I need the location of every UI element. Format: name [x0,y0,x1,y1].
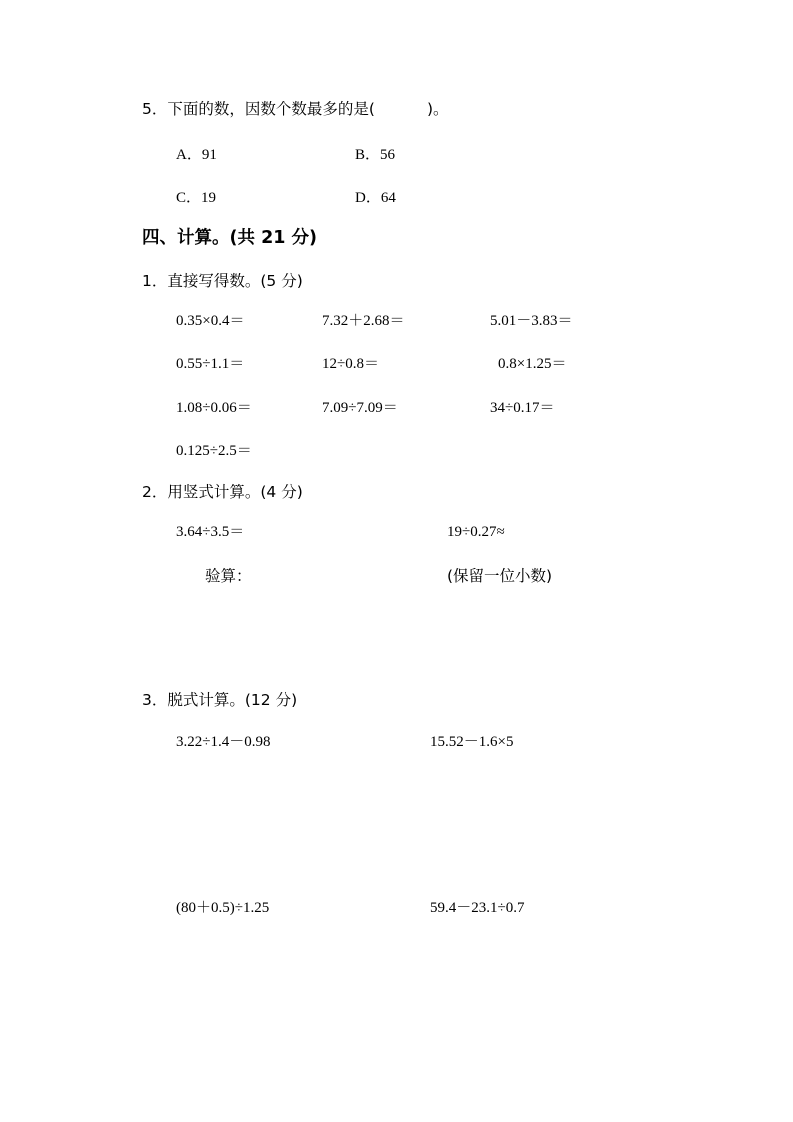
option-d-value: 64 [380,190,396,206]
question-5-stem-text: 下面的数，因数个数最多的是( [167,100,375,118]
task-1-expression[interactable]: 0.35×0.4＝ [176,313,245,329]
option-a-label: A． [176,147,202,163]
task-3-expression[interactable]: 15.52－1.6×5 [430,734,514,750]
task-2-note: (保留一位小数) [447,567,553,585]
question-5-option-b[interactable] [355,146,395,165]
task-3-expression[interactable]: (80＋0.5)÷1.25 [176,900,270,916]
task-1-number: 1． [142,272,168,290]
option-c-value: 19 [201,190,217,206]
question-5-option-c[interactable] [176,189,216,208]
task-1-expression[interactable]: 12÷0.8＝ [322,356,379,372]
task-2-title [142,483,303,503]
question-5-option-d[interactable] [355,189,396,208]
task-1-expression[interactable]: 7.32＋2.68＝ [322,313,405,329]
option-b-value: 56 [380,147,396,163]
task-3-title [142,691,297,711]
question-5-stem [142,100,449,120]
question-5-stem-suffix: )。 [426,100,449,118]
question-5-option-a[interactable] [176,146,217,165]
task-2-expression-left[interactable]: 3.64÷3.5＝ [176,524,245,540]
task-1-title-text: 直接写得数。(5 分) [167,272,303,290]
question-5-number: 5． [142,100,168,118]
option-a-value: 91 [201,147,217,163]
task-2-title-text: 用竖式计算。(4 分) [167,483,303,501]
task-3-expression[interactable]: 59.4－23.1÷0.7 [430,900,525,916]
option-d-label: D． [355,190,381,206]
task-1-expression[interactable]: 5.01－3.83＝ [490,313,573,329]
task-1-expression[interactable]: 1.08÷0.06＝ [176,400,252,416]
task-1-title [142,272,303,292]
task-2-check-label: 验算： [205,567,252,585]
task-3-title-text: 脱式计算。(12 分) [167,691,298,709]
task-3-number: 3． [142,691,168,709]
task-3-expression[interactable]: 3.22÷1.4－0.98 [176,734,271,750]
task-1-expression[interactable]: 0.55÷1.1＝ [176,356,245,372]
section-heading-four: 四、计算。(共 21 分) [142,228,318,248]
task-1-expression[interactable]: 0.8×1.25＝ [498,356,567,372]
task-1-expression[interactable]: 34÷0.17＝ [490,400,555,416]
task-2-number: 2． [142,483,168,501]
option-b-label: B． [355,147,381,163]
task-1-expression[interactable]: 7.09÷7.09＝ [322,400,398,416]
task-1-expression[interactable]: 0.125÷2.5＝ [176,443,252,459]
option-c-label: C． [176,190,202,206]
task-2-expression-right[interactable]: 19÷0.27≈ [447,524,505,540]
